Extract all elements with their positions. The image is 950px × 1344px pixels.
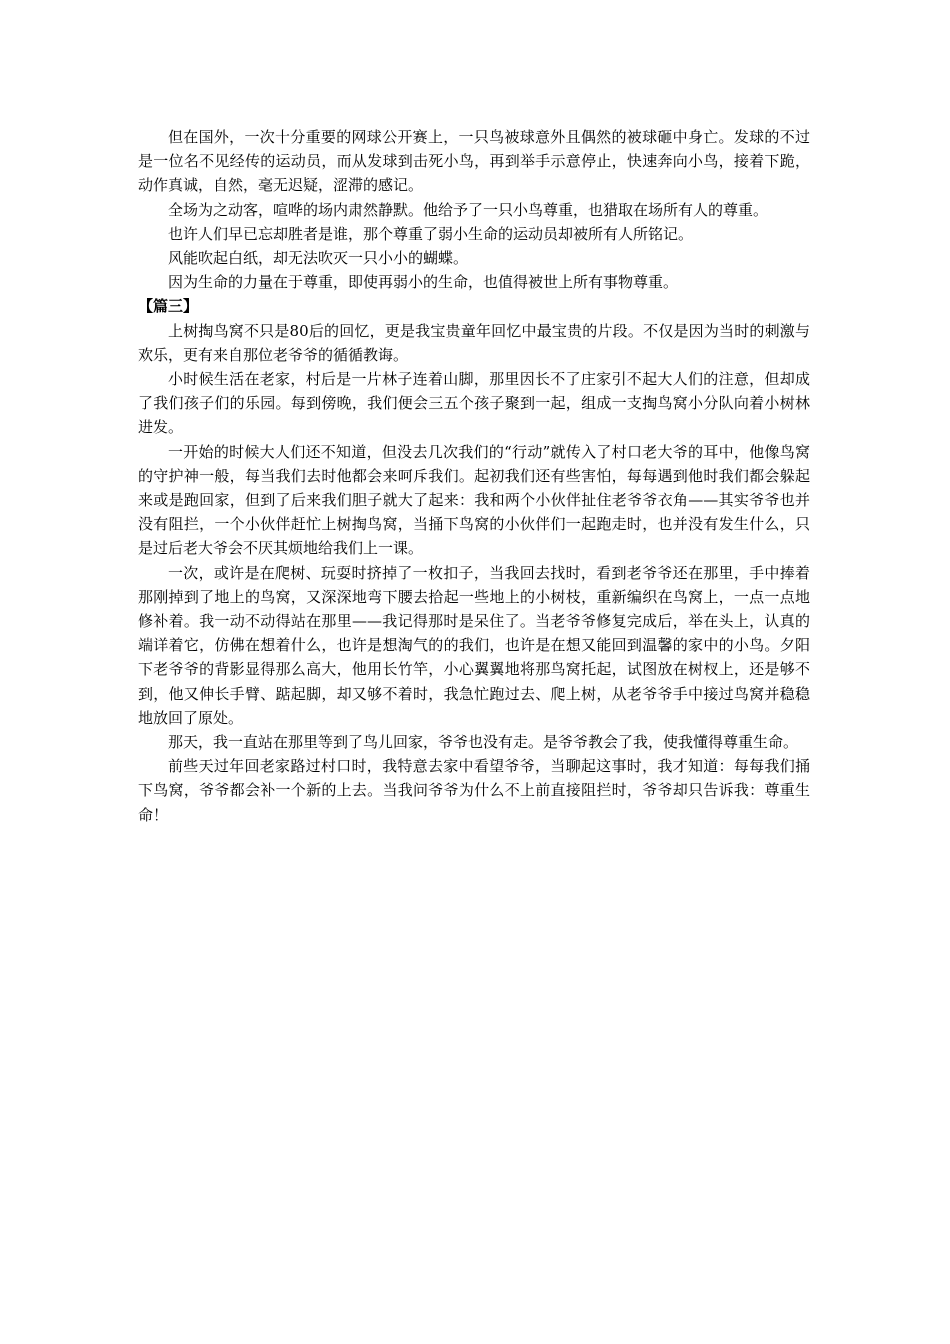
section-heading: 【篇三】 [138, 297, 199, 316]
document-body [138, 125, 810, 827]
paragraph: 一开始的时候大人们还不知道，但没去几次我们的“行动”就传入了村口老大爷的耳中，他像鸟窝的守护神一般，每当我们去时他都会来呵斥我们。起初我们还有些害怕，每每遇到他时我们都会躲起来或是跑回家，但到了后来我们胆子就大了起来：我和两个小伙伴扯住老爷爷衣角——其实爷爷也并没有阻拦，一个小伙伴赶忙上树掏鸟窝，当捅下鸟窝的小伙伴们一起跑走时，也并没有发生什么，只是过后老大爷会不厌其烦地给我们上一课。 [138, 442, 810, 558]
paragraph: 风能吹起白纸，却无法吹灭一只小小的蝴蝶。 [168, 249, 469, 268]
paragraph: 全场为之动客，喧哗的场内肃然静默。他给予了一只小鸟尊重，也猎取在场所有人的尊重。 [168, 200, 769, 219]
paragraph: 前些天过年回老家路过村口时，我特意去家中看望爷爷，当聊起这事时，我才知道：每每我们捅下鸟窝，爷爷都会补一个新的上去。当我问爷爷为什么不上前直接阻拦时，爷爷却只告诉我：尊重生命！ [138, 757, 810, 824]
paragraph: 也许人们早已忘却胜者是谁，那个尊重了弱小生命的运动员却被所有人所铭记。 [168, 224, 694, 243]
paragraph: 一次，或许是在爬树、玩耍时挤掉了一枚扣子，当我回去找时，看到老爷爷还在那里，手中捧着那刚掉到了地上的鸟窝，又深深地弯下腰去拾起一些地上的小树枝，重新编织在鸟窝上，一点一点地修补着。我一动不动得站在那里——我记得那时是呆住了。当老爷爷修复完成后，举在头上，认真的端详着它，仿佛在想着什么，也许是想淘气的的我们，也许是在想又能回到温馨的家中的小鸟。夕阳下老爷爷的背影显得那么高大，他用长竹竿，小心翼翼地将那鸟窝托起，试图放在树杈上，还是够不到，他又伸长手臂、踮起脚，却又够不着时，我急忙跑过去、爬上树，从老爷爷手中接过鸟窝并稳稳地放回了原处。 [138, 563, 810, 727]
paragraph: 因为生命的力量在于尊重，即使再弱小的生命，也值得被世上所有事物尊重。 [168, 273, 679, 292]
paragraph: 上树掏鸟窝不只是80后的回忆，更是我宝贵童年回忆中最宝贵的片段。不仅是因为当时的刺激与欢乐，更有来自那位老爷爷的循循教诲。 [138, 321, 810, 364]
paragraph: 但在国外，一次十分重要的网球公开赛上，一只鸟被球意外且偶然的被球砸中身亡。发球的不过是一位名不见经传的运动员，而从发球到击死小鸟，再到举手示意停止，快速奔向小鸟，接着下跪，动作真诚，自然，毫无迟疑，涩滞的感记。 [138, 128, 810, 195]
paragraph: 那天，我一直站在那里等到了鸟儿回家，爷爷也没有走。是爷爷教会了我，使我懂得尊重生命。 [168, 733, 799, 752]
paragraph: 小时候生活在老家，村后是一片林子连着山脚，那里因长不了庄家引不起大人们的注意，但却成了我们孩子们的乐园。每到傍晚，我们便会三五个孩子聚到一起，组成一支掏鸟窝小分队向着小树林进发。 [138, 370, 810, 437]
